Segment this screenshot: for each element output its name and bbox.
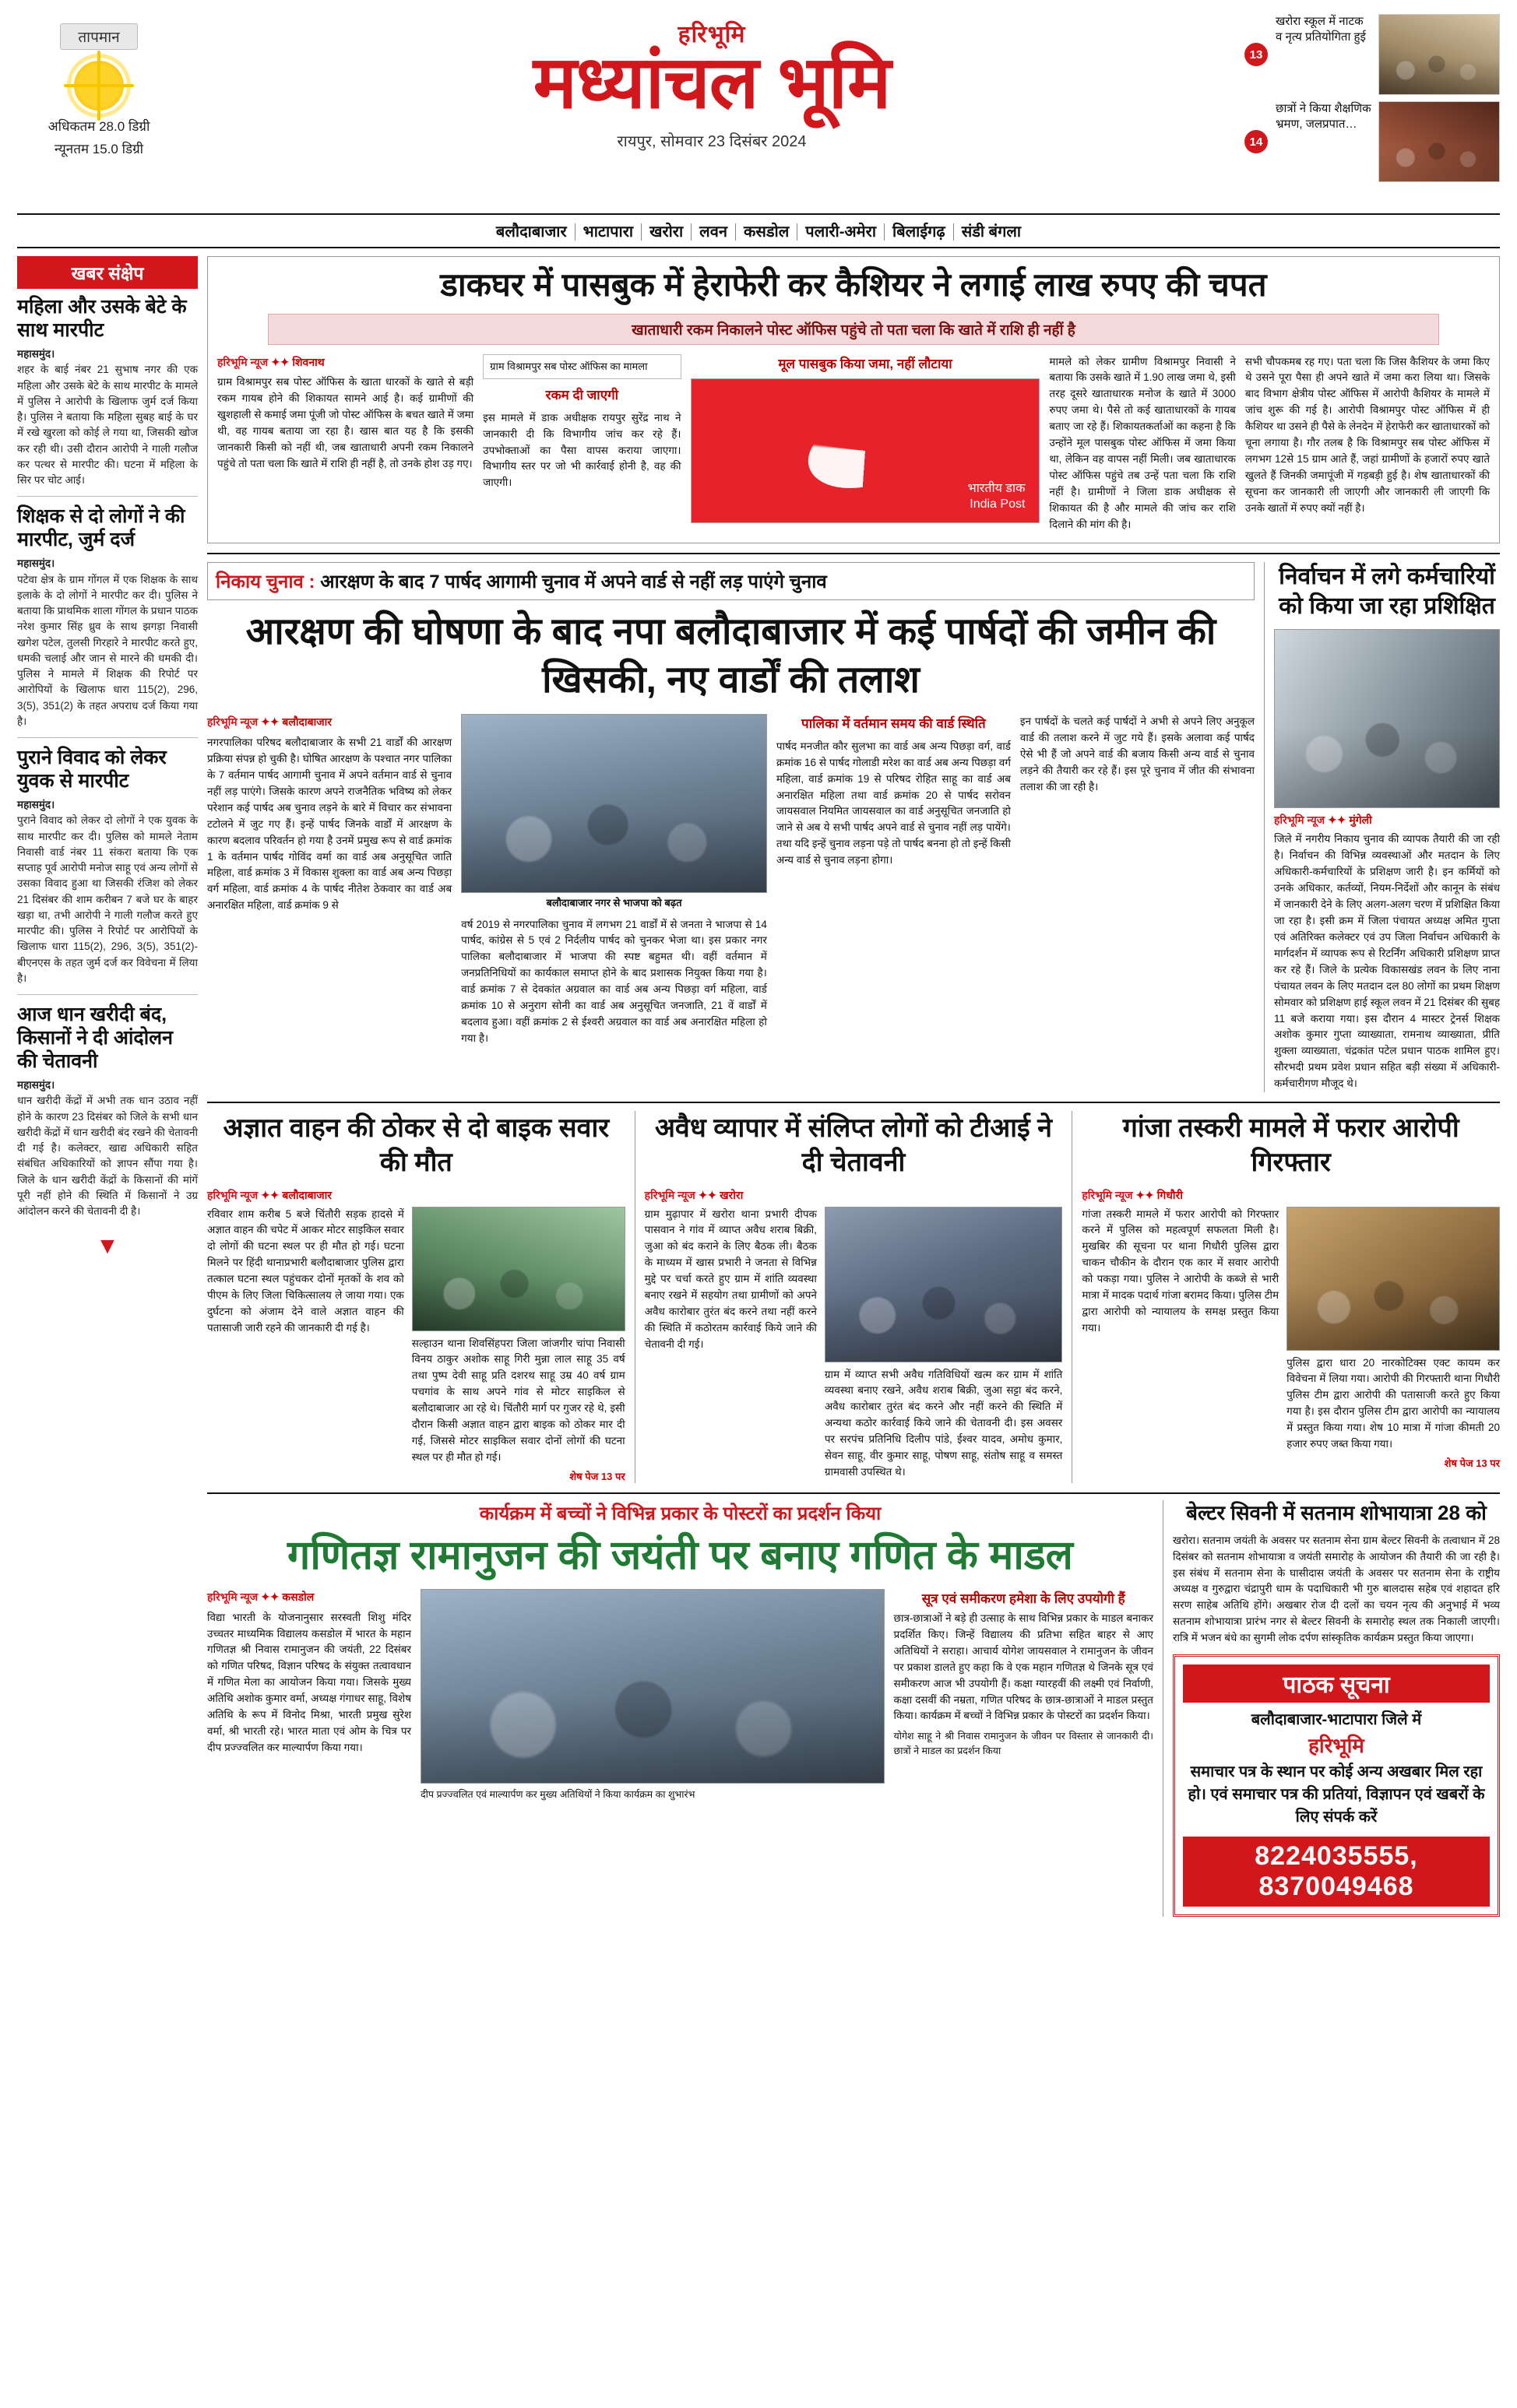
lead-column-5 <box>1245 354 1490 533</box>
byline: हरिभूमि न्यूज ✦✦ गिधौरी <box>1082 1188 1183 1201</box>
rail-item[interactable] <box>17 1003 198 1227</box>
rail-item-body: महासमुंद। <box>17 799 55 810</box>
rail-item-body: पटेवा क्षेत्र के ग्राम गोंगल में एक शिक्षक के साथ इलाके के दो लोगों ने मारपीट कर दी। पुलिस ने बताया कि प्राथमिक शाला गोंगल के प्रधान पाठक नरेश कुमार सिंह ध्रुव के साथ झगड़ा निवासी खगेश पटेल, तुलसी गिरहारे ने मारपीट करते हुए, धमकी चलाई और जान से मारने की धमकी दी। पुलिस ने मामले में शिक्षक की रिपोर्ट पर आरोपियों के खिलाफ धारा 115(2), 296, 3(5), 351(2) के तहत अपराध दर्ज किया गया है। <box>17 573 198 727</box>
story-illegal-trade[interactable] <box>645 1111 1073 1483</box>
section2-side-story[interactable] <box>1274 562 1500 1093</box>
notice-brand: हरिभूमि <box>1308 1734 1364 1758</box>
page-title: मध्यांचल भूमि <box>533 41 891 123</box>
temperature-max: अधिकतम 28.0 डिग्री <box>48 119 150 134</box>
dateline: रायपुर, सोमवार 23 दिसंबर 2024 <box>617 133 807 150</box>
temperature-min: न्यूनतम 15.0 डिग्री <box>54 142 144 156</box>
rail-item-body: महासमुंद। <box>17 557 55 570</box>
temperature-box <box>17 14 181 157</box>
edition-name[interactable]: बिलाईगढ़ <box>885 223 954 241</box>
continued-label[interactable]: शेष पेज 13 पर <box>569 1470 625 1482</box>
edition-name[interactable]: खरोरा <box>642 223 692 241</box>
edition-name[interactable]: बलौदाबाजार <box>488 223 575 241</box>
rail-item-title: पुराने विवाद को लेकर युवक से मारपीट <box>17 747 167 792</box>
lead-story[interactable] <box>207 256 1500 543</box>
lead-text: ग्राम विश्रामपुर सब पोस्ट ऑफिस के खाता धारकों के खाते से बड़ी रकम गायब होने की शिकायत सामने आई है। कई ग्रामीणों की खुशहाली से कमाई जमा पूंजी जो पोस्ट ऑफिस के बचत खाते में जमा थी, वह गायब बताया जा रहा है। खास बात यह है कि इसकी जानकारी किसी को नहीं थी, जब खाताधारी अपनी रकम निकालने पहुंचे तो पता चला कि खाते में राशि ही नहीं है, तो उनके होश उड़ गए। <box>217 376 474 469</box>
scroll-arrow-icon: ▼ <box>96 1233 119 1260</box>
section2-headline: आरक्षण की घोषणा के बाद नपा बलौदाबाजार में कई पार्षदों की जमीन की खिसकी, नए वार्डों की तलाश <box>245 610 1216 701</box>
section2-text: इन पार्षदों के चलते कई पार्षदों ने अभी से अपने लिए अनुकूल वार्ड की तलाश करने में जुट गये हैं। इसके अलावा कई पार्षद ऐसे भी हैं जो अपने वार्ड की बजाय किसी अन्य वार्ड से चुनाव लड़ने की तैयारी कर रहे हैं। इस पूरे चुनाव में जीत की संभावना तलाश की जा रही है। <box>1019 715 1255 793</box>
body-grid <box>17 256 1500 1917</box>
rail-item[interactable] <box>17 746 198 995</box>
story-photo <box>1286 1207 1500 1351</box>
lead-subhead-3: मूल पासबुक किया जमा, नहीं लौटाया <box>778 356 952 371</box>
section4-main[interactable] <box>207 1500 1163 1917</box>
event-photo-caption-1: दीप प्रज्ज्वलित एवं माल्यार्पण कर मुख्य अतिथियों ने किया कार्यक्रम का शुभारंभ <box>421 1788 695 1800</box>
rail-item-body: शहर के बाई नंबर 21 सुभाष नगर की एक महिला और उसके बेटे के साथ मारपीट के मामले में पुलिस ने आरोपी के खिलाफ जुर्म दर्ज किया है। पुलिस ने बताया कि महिला सुबह बाई के घर में रखे खुरला को कोई ले गया था, जिसकी खोज कर रही थी। उसी दौरान आरोपी ने गाली गलौज कर पत्थर से मारपीट की। घटना में महिला के सिर पर चोट आई। <box>17 364 198 486</box>
temperature-label: तापमान <box>60 23 137 50</box>
promo-item[interactable] <box>1243 14 1500 95</box>
event-photo-1 <box>421 1589 885 1784</box>
story-text: गांजा तस्करी मामले में फरार आरोपी को गिरफ्तार करने में पुलिस को महत्वपूर्ण सफलता मिली है। मुखबिर की सूचना पर थाना गिधौरी पुलिस द्वारा चाकन चौकीन के दौरान एक कार में सवार आरोपी को पकड़ा गया। पुलिस ने आरोपी के कब्जे से भारी मात्रा में मादक पदार्थ गांजा बरामद किया। पुलिस टीम द्वारा आरोपी को न्यायालय के समक्ष प्रस्तुत किया गया। <box>1082 1208 1279 1334</box>
rail-item-body: पुराने विवाद को लेकर दो लोगों ने एक युवक के साथ मारपीट कर दी। पुलिस को मामले नेताम निवासी वार्ड नंबर 11 संकरा बताया कि एक सप्ताह पूर्व आरोपी मनोज साहू एवं अन्य लोगों से उसका विवाद हुआ था जिसकी रंजिश को लेकर 21 दिसंबर की शाम करीबन 7 बजे घर के बाहर खड़ा था, तभी आरोपी ने गाली गलौज करते हुए मारपीट की। पुलिस ने रिपोर्ट पर आरोपियों के खिलाफ धारा 115(2), 296, 3(5), 351(2)-बीएनएस के तहत जुर्म दर्ज कर विवेचना में लिया है। <box>17 814 198 984</box>
rail-item[interactable] <box>17 295 198 497</box>
rail-item-body: महासमुंद। <box>17 348 55 360</box>
edition-strip <box>17 213 1500 248</box>
section4-subhead: सूत्र एवं समीकरण हमेशा के लिए उपयोगी हैं <box>921 1591 1125 1606</box>
section2-photo <box>461 714 767 893</box>
masthead <box>17 14 1500 209</box>
promo-text: छात्रों ने किया शैक्षणिक भ्रमण, जलप्रपात… <box>1276 102 1371 132</box>
notice-body <box>1183 1703 1490 1832</box>
story-text: पुलिस द्वारा धारा 20 नारकोटिक्स एक्ट कायम कर विवेचना में लिया गया। आरोपी की गिरफ्तारी थाना गिधौरी पुलिस टीम द्वारा आरोपी की पतासाजी करते हुए किया गया है। इस दौरान पुलिस टीम द्वारा आरोपी का न्यायालय में प्रस्तुत किया गया। शेष 10 मात्रा में गांजा कीमती 20 हजार रुपए जब्त किया गया। <box>1286 1356 1501 1450</box>
story-accident[interactable] <box>207 1111 635 1483</box>
post-swoosh-icon <box>799 401 931 501</box>
section2-photo-caption: बलौदाबाजार नगर से भाजपा को बढ़त <box>546 897 682 909</box>
section4-photos <box>421 1589 885 1802</box>
edition-name[interactable]: पलारी-अमेरा <box>797 223 885 241</box>
promo-item[interactable] <box>1243 101 1500 182</box>
lead-text: मामले को लेकर ग्रामीण विश्रामपुर निवासी ने बताया कि उसके खाते में 1.90 लाख जमा थे, इसी तरह दूसरे खाताधारक मनोज के खाते में 3000 रुपए जमा थे। पैसे तो कई खाताधारकों के गायब बताए जा रहे हैं। शिकायतकर्ताओं का कहना है कि उन्होंने मूल पासबुक पोस्ट ऑफिस में जमा किया था, लेकिन वह वापस नहीं मिली। जब खाताधारक पोस्ट ऑफिस पहुंचे तब उन्हें पता चला कि राशि नहीं है। ग्रामीणों ने जिला डाक अधीक्षक से शिकायत की है और मामले की जांच कर राशि दिलाने की मांग की है। <box>1049 355 1236 530</box>
story-photo <box>825 1207 1062 1362</box>
edition-name[interactable]: लवन <box>692 223 736 241</box>
left-rail <box>17 256 198 1917</box>
edition-name[interactable]: संडी बंगला <box>961 223 1022 241</box>
section2-box-head: पालिका में वर्तमान समय की वार्ड स्थिति <box>801 716 986 732</box>
section4-headline: गणितज्ञ रामानुजन की जयंती पर बनाए गणित के माडल <box>287 1532 1073 1578</box>
side-notice-text: खरोरा। सतनाम जयंती के अवसर पर सतनाम सेना ग्राम बेल्टर सिवनी के तत्वाधान में 28 दिसंबर को सतनाम शोभायात्रा व जयंती समारोह के आयोजन की तैयारी की जा रही है। इस संबंध में सतनाम सेना के घासीदास जयंती के अवसर पर सतनाम सेना के राष्ट्रीय अध्यक्ष व गुरुद्वारा चंद्रापुरी धाम के पदाधिकारी भी गुरु बालदास सहेब एवं शहादत हरि सरण साहेब अतिथि होंगे। अखबार रोज दी दलों का चयन नृत्य की अनुभाई में भव्य सतनाम शोभायात्रा प्रारंभ नगर से बेल्टर सिवनी के समारोह स्थल तक निकाली जाएगी। रात्रि में भजन बंधे का सुगमी लोक दर्पण सांस्कृतिक कार्यक्रम प्रस्तुत किया जाएगा। <box>1173 1534 1500 1644</box>
byline: हरिभूमि न्यूज ✦✦ खरोरा <box>644 1188 744 1201</box>
section4-column-3 <box>894 1589 1153 1802</box>
section2-text: पार्षद मनजीत कौर सुलभा का वार्ड अब अन्य पिछड़ा वर्ग, वार्ड क्रमांक 16 से पार्षद गोलाडी मरेश का वार्ड अब अन्य पिछड़ा वर्ग महिला, वार्ड क्रमांक 19 से परिषद रोहित साहू का वार्ड अब अनारक्षित महिला तथा वार्ड क्रमांक 20 से पार्षद सरोवन जायसवाल नियमित जायसवाल का वार्ड अनुसूचित जनजाति हो जाने से अब ये सभी पार्षद अपने वार्ड से चुनाव नहीं लड़ पायेंगे। तथा यदि इन्हें चुनाव लड़ना पड़े तो पार्षद बनना हो तो इन्हें किसी अन्य वार्ड से चुनाव लड़ना होगा। <box>776 740 1011 867</box>
section2-column-2 <box>461 714 767 1047</box>
sun-icon <box>74 61 124 111</box>
section-three-stories <box>207 1102 1500 1483</box>
section4-text: विद्या भारती के योजनानुसार सरस्वती शिशु मंदिर उच्चतर माध्यमिक विद्यालय कसडोल में भारत के महान गणितज्ञ श्री निवास रामानुजन की जयंती, 22 दिसंबर को गणित परिषद, विज्ञान परिषद के संयुक्त तत्वावधान में गणित मेला का आयोजन किया गया। जिसके मुख्य अतिथि अशोक कुमार वर्मा, अध्यक्ष गंगाधर साहू, विशेष अतिथि के रूप में विनोद मिश्रा, भारती प्रमुख सुरेश वर्मा, श्री भारती रहे। भारत माता एवं ओम के चित्र पर दीप प्रज्ज्वलित कर माल्यार्पण किया गया। <box>207 1611 412 1753</box>
lead-subheadline: खाताधारी रकम निकालने पोस्ट ऑफिस पहुंचे तो पता चला कि खाते में राशि ही नहीं है <box>268 314 1438 345</box>
section2-text: नगरपालिका परिषद बलौदाबाजार के सभी 21 वार्डों की आरक्षण प्रक्रिया संपन्न हो चुकी है। घोषित आरक्षण के पश्चात नगर पालिका के 7 वर्तमान पार्षद आगामी चुनाव में अपने वर्तमान वार्ड से चुनाव नहीं लड़ पाएंगे। जिसके कारण अपने राजनैतिक भविष्य को लेकर परेशान कई पार्षद अब चुनाव लड़ने के बारे में विचार कर संभावना टटोलने में जुट गए हैं। इन्हें पार्षद जिनके वार्डों में आरक्षण के कारण बदलाव परिवर्तन हो गया है उनमें प्रमुख रूप से वार्ड क्रमांक 1 के वर्तमान पार्षद गोविंद वर्मा का वार्ड अब अनुसूचित जाति महिला, वार्ड क्रमांक 3 में विकास शुक्ला का वार्ड अब अन्य पिछड़ा वर्ग महिला, वार्ड क्रमांक 4 के पार्षद नीतेश ठेकवार का वार्ड अब अनारक्षित महिला, वार्ड क्रमांक 9 से <box>207 736 452 912</box>
section2-column-4 <box>1020 714 1255 1047</box>
lead-column-1 <box>217 354 473 533</box>
section-bottom <box>207 1492 1500 1917</box>
lead-column-4 <box>1049 354 1235 533</box>
lead-column-3 <box>691 354 1040 533</box>
lead-text: सभी चौपकमब रह गए। पता चला कि जिस कैशियर के जमा किए थे उसने पूरा पैसा ही अपने खाते में जमा करा लिया था। जिसके बाद विभाग क्षेत्रीय पोस्ट ऑफिस में आरोपी कैशियर के मामले में जांच शुरू की गई है। आरोपी विश्रामपुर पोस्ट ऑफिस में ही कैशियर था उसने ही पैसे के लेनदेन में हेराफेरी कर खाताधारकों को चूना लगाया है। गौर तलब है कि विश्रामपुर सब पोस्ट ऑफिस में लगभग 12से 15 ग्राम आते हैं, जहां ग्रामीणों के हजारों रुपए खाते खुलते हैं जिनकी जमापूंजी में गड़बड़ी हुई है। शेष खाताधारकों की सूचना कर जानकारी ली जाएगी और जानकारी ली जाएगी कि उनके खातों में रुपए क्यों नहीं है। <box>1244 355 1491 514</box>
lead-text: इस मामले में डाक अधीक्षक रायपुर सुरेंद्र नाथ ने जानकारी दी कि विभागीय जांच कर रहे हैं। उपभोक्ताओं का पैसा वापस कराया जाएगा। विभागीय स्तर पर जो भी कार्रवाई होनी है, वह की जाएगी। <box>483 411 681 489</box>
reader-notice-ad[interactable] <box>1173 1654 1500 1917</box>
notice-phone-number[interactable]: 8224035555, 8370049468 <box>1183 1837 1490 1907</box>
story-text: ग्राम में व्याप्त सभी अवैध गतिविधियों खत्म कर ग्राम में शांति व्यवस्था बनाए रखने, अवैध शराब बिक्री, जुआ सट्टा बंद करने, अवैध कारोबार तुरंत बंद करने और नहीं करने की स्थिति में अन्यथा कठोर कार्रवाई किये जाने की चेतावनी दी। इस अवसर पर सरपंच प्रतिनिधि दिलीप पांडे, ईश्वर यादव, अमोध कुमार, सेवन साहू, वीर कुमार साहू, पोषण साहू, संतोष साहू व समस्त ग्रामवासी उपस्थित थे। <box>824 1368 1063 1478</box>
rail-item-title: शिक्षक से दो लोगों ने की मारपीट, जुर्म दर्ज <box>17 505 185 551</box>
rail-heading: खबर संक्षेप <box>17 256 198 289</box>
story-headline: अज्ञात वाहन की ठोकर से दो बाइक सवार की मौत <box>223 1113 610 1178</box>
section-nikay-chunav <box>207 553 1500 1093</box>
promo-page-number: 14 <box>1243 101 1269 182</box>
section2-column-1 <box>207 714 452 1047</box>
story-ganja-smuggling[interactable] <box>1082 1111 1500 1483</box>
promo-column <box>1243 14 1500 188</box>
story-headline: गांजा तस्करी मामले में फरार आरोपी गिरफ्तार <box>1122 1113 1459 1178</box>
notice-heading: पाठक सूचना <box>1183 1665 1490 1703</box>
byline: हरिभूमि न्यूज ✦✦ कसडोल <box>207 1590 315 1603</box>
continued-label[interactable]: शेष पेज 13 पर <box>1444 1457 1501 1470</box>
section4-side <box>1173 1500 1500 1917</box>
byline: हरिभूमि न्यूज ✦✦ शिवनाथ <box>217 355 325 368</box>
rail-item-title: आज धान खरीदी बंद, किसानों ने दी आंदोलन की चेतावनी <box>17 1004 173 1072</box>
byline: हरिभूमि न्यूज ✦✦ बलौदाबाजार <box>207 715 332 729</box>
side-notice-headline: बेल्टर सिवनी में सतनाम शोभायात्रा 28 को <box>1186 1500 1487 1524</box>
section2-text: वर्ष 2019 से नगरपालिका चुनाव में लगभग 21 वार्डों में से जनता ने भाजपा से 14 पार्षद, कांग्रेस से 5 एवं 2 निर्दलीय पार्षद को चुनकर भेजा था। इस प्रकार नगर पालिका बलौदाबाजार में भाजपा की स्पष्ट बहुमत थी। वहीं वर्तमान में जनप्रतिनिधियों का कार्यकाल समाप्त होने के बाद प्रशासक नियुक्त किया गया है। वार्ड क्रमांक 7 से देवकांत अग्रवाल का वार्ड अब अन्य पिछड़ा वर्ग महिला, वार्ड क्रमांक 10 से अनुराग सोनी का वार्ड अब अनुसूचित जनजाति, 21 वें वार्डों में बदलाव हुआ। वहीं क्रमांक 2 से ईश्वरी अग्रवाल का वार्ड अब अनारक्षित महिला हो गया है। <box>461 918 767 1045</box>
main-column <box>207 256 1500 1917</box>
promo-text: खरोरा स्कूल में नाटक व नृत्य प्रतियोगिता हुई <box>1276 15 1366 44</box>
india-post-logo <box>691 378 1040 523</box>
promo-photo <box>1378 101 1500 182</box>
side-story-headline: निर्वाचन में लगे कर्मचारियों को किया जा रहा प्रशिक्षित <box>1279 563 1495 620</box>
notice-line-2: समाचार पत्र के स्थान पर कोई अन्य अखबार मिल रहा हो। एवं समाचार पत्र की प्रतियां, विज्ञापन एवं खबरों के लिए संपर्क करें <box>1188 1763 1485 1826</box>
section4-column-1 <box>207 1589 411 1802</box>
section2-main[interactable] <box>207 562 1265 1093</box>
story-photo <box>412 1207 625 1331</box>
section2-kicker: निकाय चुनाव : आरक्षण के बाद 7 पार्षद आगामी चुनाव में अपने वार्ड से नहीं लड़ पाएंगे चुनाव <box>207 562 1255 600</box>
rail-item-body: धान खरीदी केंद्रों में अभी तक धान उठाव नहीं होने के कारण 23 दिसंबर को जिले के सभी धान खरीदी केंद्रों में धान खरीदी बंद रखने की चेतावनी दी गई है। कलेक्टर, खाद्य अधिकारी सहित संबंधित अधिकारियों को ज्ञापन सौंपा गया है। जिले के धान खरीदी केंद्रों के किसानों की मांगें पूरी नहीं होने की स्थिति में किसानों ने उग्र आंदोलन करने की चेतावनी दी है। <box>17 1095 198 1217</box>
notice-line-1: बलौदाबाजार-भाटापारा जिले में <box>1251 1711 1422 1729</box>
byline: हरिभूमि न्यूज ✦✦ मुंगेली <box>1274 814 1372 827</box>
lead-context-box: ग्राम विश्रामपुर सब पोस्ट ऑफिस का मामला <box>483 354 681 380</box>
brand-small: हरिभूमि <box>678 22 746 47</box>
story-text: ग्राम मुढ़ापार में खरोरा थाना प्रभारी दीपक पासवान ने गांव में व्याप्त अवैध शराब बिक्री, जुआ को बंद कराने के लिए बैठक ली। बैठक के माध्यम में खास प्रभारी ने जनता से विभिन्न मुद्दे पर चर्चा करते हुए ग्राम में शांति व्यवस्था बनाए रखने में सहयोग तथा ग्रामीणों को अपने अवैध कारोबार तुरंत बंद करने तथा नहीं करने की स्थिति में कठोरतम कार्रवाई किये जाने की चेतावनी दी गई। <box>644 1208 817 1350</box>
lead-headline: डाकघर में पासबुक में हेराफेरी कर कैशियर ने लगाई लाख रुपए की चपत <box>440 266 1267 303</box>
section4-text-2: छात्र-छात्राओं ने बड़े ही उत्साह के साथ विभिन्न प्रकार के माडल बनाकर प्रदर्शित किए। जिन्हें विद्यालय की प्रतिभा सहित बाहर से आए अतिथियों ने सराहा। आचार्य योगेश जायसवाल ने रामानुजन के जीवन पर प्रकाश डालते हुए कहा कि वे एक महान गणितज्ञ थे जिनके सूत्र एवं समीकरण आज भी उपयोगी हैं। कक्षा ग्यारहवीं की लक्ष्मी एवं निर्वाणी, कक्षा दसवीं की नम्रता, गणित परिषद के छात्र-छात्राओं ने माडल प्रस्तुत किया। कार्यक्रम में बच्चों ने विभिन्न प्रकार के पोस्टरों का प्रदर्शन किया। <box>893 1612 1153 1722</box>
title-block <box>181 14 1243 151</box>
story-text: सल्हाउन थाना शिवसिंहपरा जिला जांजगीर चांपा निवासी विनय ठाकुर अशोक साहू गिरी मुन्ना लाल साहू 35 वर्ष तथा पुष्प देवी साहू प्रति दशरथ साहू उम्र 40 वर्ष ग्राम पचगांव के साथ अपने गांव से मोटर साइकिल से बलौदाबाजार आ रहे थे। चिंतौरी मार्ग पर गुजर रहे थे, इसी दौरान किसी अज्ञात वाहन द्वारा बाइक को ठोकर मार दी गई, जिससे मोटर साइकिल सवार दोनों लोगों की घटना स्थल पर ही मौत हो गई। <box>411 1337 625 1463</box>
edition-name[interactable]: भाटापारा <box>575 223 642 241</box>
story-text: रविवार शाम करीब 5 बजे चिंतौरी सड़क हादसे में अज्ञात वाहन की चपेट में आकर मोटर साइकिल सवार दो लोगों की घटना स्थल पर ही मौत हो गई। घटना मिलने पर हिंदी थानाप्रभारी बलौदाबाजार पुलिस द्वारा तत्काल घटना स्थल पहुंचकर दोनों मृतकों के शव को पीएम के लिए जिला चिकित्सालय ले जाया गया। एक दुर्घटना को अंजाम देने वाले अज्ञात वाहन की पतासाजी जारी रहने की जानकारी दी गई है। <box>207 1208 404 1334</box>
edition-name[interactable]: कसडोल <box>736 223 797 241</box>
byline: हरिभूमि न्यूज ✦✦ बलौदाबाजार <box>207 1188 332 1201</box>
rail-item[interactable] <box>17 504 198 738</box>
story-headline: अवैध व्यापार में संलिप्त लोगों को टीआई ने दी चेतावनी <box>654 1113 1053 1178</box>
side-story-photo <box>1274 629 1500 808</box>
promo-page-number: 13 <box>1243 14 1269 95</box>
section2-column-3 <box>776 714 1011 1047</box>
rail-item-title: महिला और उसके बेटे के साथ मारपीट <box>17 296 187 341</box>
lead-column-2 <box>483 354 681 533</box>
post-logo-caption: भारतीय डाक India Post <box>967 482 1026 511</box>
section4-kicker: कार्यक्रम में बच्चों ने विभिन्न प्रकार के पोस्टरों का प्रदर्शन किया <box>479 1503 882 1524</box>
lead-subhead-2: रकम दी जाएगी <box>545 388 619 403</box>
promo-photo <box>1378 14 1500 95</box>
side-story-text: जिले में नगरीय निकाय चुनाव की व्यापक तैयारी की जा रही है। निर्वाचन की विभिन्न व्यवस्थाओं और मतदान के लिए अधिकारी-कर्मचारियों के प्रशिक्षण जारी है। इन कर्मियों को उनके अधिकार, कर्तव्यों, नियम-निर्देशों और कानून के संबंध में जानकारी देने के लिए अलग-अलग चरण में प्रशिक्षित किया जा रहा है। इसी क्रम में जिला पंचायत अध्यक्ष अमित गुप्ता एवं अतिरिक्त कलेक्टर एवं उप जिला निर्वाचन अधिकारी के मार्गदर्शन में व्यापक रूप से रिटर्निंग अधिकारी प्रशिक्षण प्राप्त कर रहे हैं। जिले के प्रत्येक विकासखंड लवन के लिए नाना पंचायत लवन के लिए मतदान दल 80 लोगों का प्रथम शिक्षण सोमवार को प्रशिक्षण हाई स्कूल लवन में 21 दिसंबर की सुबह 11 बजे कराया गया। इस दौरान 4 मास्टर ट्रेनर्स शिक्षक अशोक कुमार गुप्ता व्याख्याता, रामनाथ व्याख्याता, प्रीति शुक्ला व्याख्याता, चंद्रकांत पटेल प्रधान पाठक शामिल हुए। सौरभदी प्रथम प्रवेश प्रधान सहित बड़ी संख्या में अधिकारी-कर्मचारीगण मौजूद थे। <box>1274 833 1500 1090</box>
event-photo-caption-2: योगेश साहू ने श्री निवास रामानुजन के जीवन पर विस्तार से जानकारी दी। छात्रों ने माडल का प्रदर्शन किया <box>893 1731 1153 1756</box>
rail-item-body: महासमुंद। <box>17 1079 55 1091</box>
